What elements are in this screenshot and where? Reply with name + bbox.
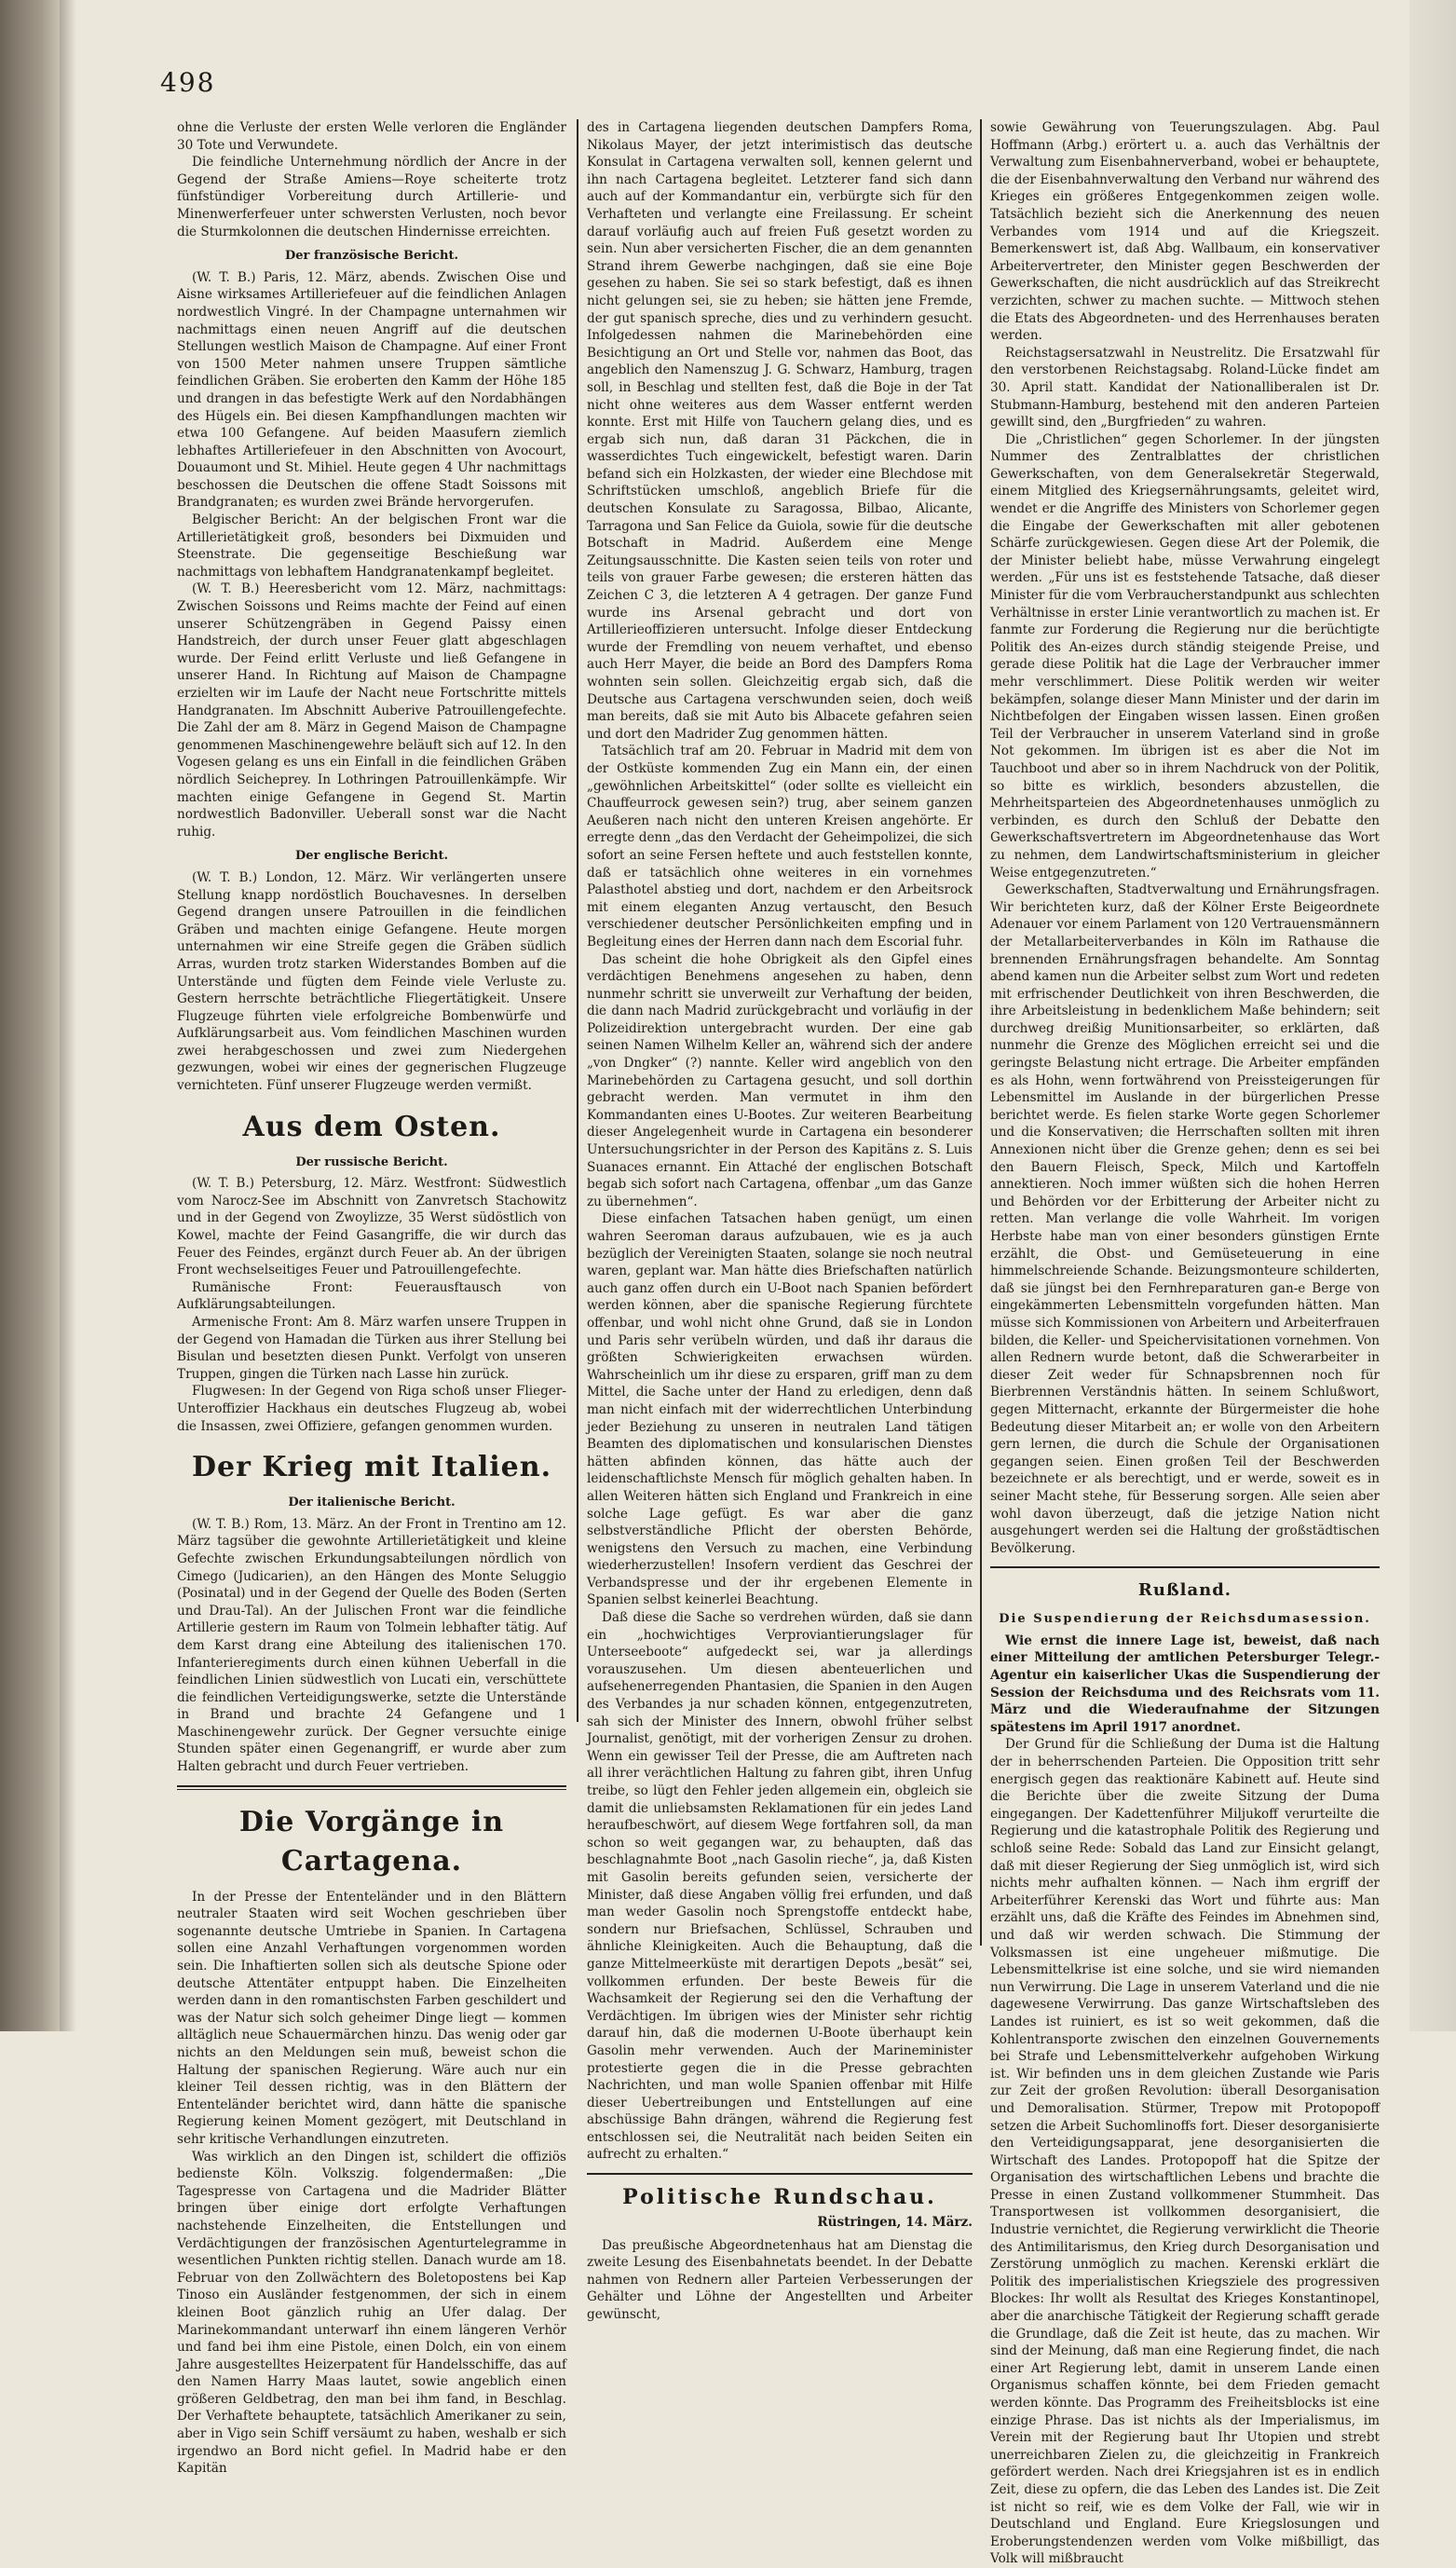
page-number: 498 [160, 67, 216, 98]
section-heading: Der englische Bericht. [294, 849, 449, 864]
section-heading: Der russische Bericht. [295, 1154, 448, 1169]
article-title: Aus dem Osten. [242, 1110, 501, 1143]
paragraph: Tatsächlich traf am 20. Februar in Madrid mit dem von der Ostküste kommenden Zug ein Mann ein, der einen „gewöhnlichen Arbeitskittel“ (oder sollte es vielleicht ein Chauffeurrock gewesen sein?) trug, aber seinem ganzen Aeußeren nach nicht den unteren Kreisen angehörte. Er erregte denn „das den Verdacht der Geheimpolizei, die sich sofort an seine Fersen heftete und auch feststellen konnte, daß er tatsächlich ohne weiteres in ein vornehmes Palasthotel abstieg und dort, nachdem er den Arbeitsrock mit einem eleganten Anzug vertauscht, den Besuch verschiedener deutscher Persönlichkeiten empfing und in Begleitung eines der Herren dann nach dem Escorial fuhr. [587, 744, 973, 949]
paragraph: Das preußische Abgeordnetenhaus hat am Dienstag die zweite Lesung des Eisenbahnetats beendet. In der Debatte nahmen von Rednern aller Parteien Verbesserungen der Gehälter und Löhne der Angestellten und Arbeiter gewünscht, [587, 2237, 973, 2323]
paragraph: (W. T. B.) Petersburg, 12. März. Westfront: Südwestlich vom Narocz-See im Abschnitt von Zanvretsch Stachowitz und in der Gegend von Zwoylizze, 35 Werst südöstlich von Kowel, machte der Feind Gasangriffe, die wir durch das Feuer des Feindes, ergänzt durch Feuer ab. An der übrigen Front wechselseitiges Feuer und Patrouillengefechte. [177, 1176, 566, 1278]
paragraph: (W. T. B.) Paris, 12. März, abends. Zwischen Oise und Aisne wirksames Artilleriefeuer auf die feindlichen Anlagen nordwestlich Vingré. In der Champagne unternahmen wir nachmittags einen neuen Angriff auf die deutschen Stellungen westlich Maison de Champagne. Auf einer Front von 1500 Meter nahmen unsere Truppen sämtliche feindlichen Gräben. Sie eroberten den Kamm der Höhe 185 und drangen in das befestigte Werk auf den Nordabhängen des Hügels ein. Bei diesen Kampfhandlungen machten wir etwa 100 Gefangene. Auf beiden Maasufern ziemlich lebhaftes Artilleriefeuer in den Abschnitten von Avocourt, Douaumont und St. Mihiel. Heute gegen 4 Uhr nachmittags beschossen die Deutschen die offene Stadt Soissons mit Brandgranaten; es wurden zwei Brände hervorgerufen. [177, 269, 566, 511]
paragraph: Rumänische Front: Feuerausftausch von Aufklärungsabteilungen. [177, 1279, 566, 1313]
divider [587, 2173, 973, 2175]
book-binding [0, 0, 60, 2031]
paragraph: Was wirklich an den Dingen ist, schildert die offiziös bedienste Köln. Volkszig. folgendermaßen: „Die Tagespresse von Cartagena und die Madrider Blätter bringen über einige dort erfolgte Verhaftungen nachstehende Einzelheiten, die Entstellungen und Verdächtigungen der französischen Agenturtelegramme in wesentlichen Punkten richtig stellen. Danach wurde am 18. Februar von den Zollwächtern des Boletopostens bei Kap Tinoso ein Ausländer festgenommen, der sich in einem kleinen Boot gänzlich ruhig an Ufer dalag. Der Marinekommandant unterwarf ihn einem längeren Verhör und fand bei ihm eine Pistole, einen Dolch, ein von einem Jahre ausgestelltes Heizerpatent für Handelsschiffe, das auf den Namen Harry Maas lautet, sowie angeblich einen größeren Geldbetrag, den man bei ihm fand, in Beschlag. Der Verhaftete behauptete, tatsächlich Amerikaner zu sein, aber in Vigo sein Schiff versäumt zu haben, weshalb er sich irgendwo an Bord nicht gefiel. In Madrid habe er den Kapitän [177, 2149, 566, 2477]
paragraph: sowie Gewährung von Teuerungszulagen. Abg. Paul Hoffmann (Arbg.) erörtert u. a. auch das Verhältnis der Verwaltung zum Eisenbahnerverband, wobei er behauptete, die der Eisenbahnverwaltung den Verband nur während des Krieges ein größeres Entgegenkommen zeigen wolle. Tatsächlich bezieht sich die Anerkennung des neuen Verbandes vom 1914 und auf die Kriegszeit. Bemerkenswert ist, daß Abg. Wallbaum, ein konservativer Arbeitervertreter, den Minister gegen Beschwerden der Gewerkschaften, die nicht ausdrücklich auf das Streikrecht verzichten, schwer zu machen suchte. — Mittwoch stehen die Etats des Abgeordneten- und des Herrenhauses beraten werden. [990, 120, 1380, 344]
section-heading: Der italienische Bericht. [288, 1496, 456, 1510]
paragraph: ohne die Verluste der ersten Welle verloren die Engländer 30 Tote und Verwundete. [177, 120, 566, 153]
paragraph: Die feindliche Unternehmung nördlich der Ancre in der Gegend der Straße Amiens—Roye scheiterte trotz fünfstündiger Vorbereitung durch Artillerie- und Minenwerferfeuer unter schwersten Verlusten, noch bevor die Sturmkolonnen die deutschen Hindernisse erreichten. [177, 155, 566, 239]
column-rule-2 [980, 119, 982, 1946]
section-title-politics: Politische Rundschau. [622, 2185, 937, 2210]
dateline: Rüstringen, 14. März. [817, 2215, 973, 2231]
paragraph: Die „Christlichen“ gegen Schorlemer. In der jüngsten Nummer des Zentralblattes der christlichen Gewerkschaften, von dem Generalsekretär Stegerwald, einem Mitglied des Kriegsernährungsamts, geleitet wird, wendet er die Angriffe des Ministers von Schorlemer gegen die Eingabe der Gewerkschaften mit aller gebotenen Schärfe zurückgewiesen. Gegen diese Art der Polemik, die der Minister beliebt habe, müsse Verwahrung eingelegt werden. „Für uns ist es feststehende Tatsache, daß dieser Minister für die vom Verbraucherstandpunkt aus schlechten Verhältnisse in erster Linie verantwortlich zu machen ist. Er fanmte zur Forderung die Regierung nur die berüchtigte Politik des An-eizes durch ständig steigende Preise, und gerade diese Politik hat die Lage der Verbraucher immer mehr verschlimmert. Diese Politik werden wir weiter bekämpfen, solange dieser Mann Minister und der darin im Nichtbefolgen der Eingaben wissen lassen. Einen großen Teil der Verbraucher in unserem Vaterland sind in große Not gekommen. Im übrigen ist es aber die Not im Tauchboot und aber so in ihrem Nachdruck von der Politik, so bitte es wirklich, besonders abzustellen, die Mehrheitsparteien des Abgeordnetenhauses unmöglich zu verbinden, es durch den Schluß der Debatte den Gewerkschaftsvertretern im Abgeordnetenhause das Wort zu nehmen, dem Landwirtschaftsministerium in gleicher Weise entgegenzutreten.“ [990, 431, 1380, 881]
paragraph: Der Grund für die Schließung der Duma ist die Haltung der in beherrschenden Parteien. Die Opposition tritt sehr energisch gegen das reaktionäre Kabinett auf. Heute sind die Berichte über die zweite Sitzung der Duma eingegangen. Der Kadettenführer Miljukoff verurteilte die Regierung und die katastrophale Politik des Regierung und schloß seine Rede: Sobald das Land zur Einsicht gelangt, daß mit dieser Regierung der Sieg unmöglich ist, wird sich nichts mehr aufhalten können. — Nach ihm ergriff der Arbeiterführer Kerenski das Wort und führte aus: Man erzählt uns, daß die Kräfte des Feindes im Abnehmen sind, und daß wir werden schwach. Die Stimmung der Volksmassen ist eine ungeheuer mißmutige. Die Lebensmittelkrise ist eine solche, und sie wird niemanden nun Verwirrung. Die Lage in unserem Vaterland und die nie dagewesene Verwirrung. Das ganze Wirtschaftsleben des Landes ist ruiniert, es ist so weit gekommen, daß die Kohlentransporte zwischen den einzelnen Gouvernements bei Strafe und Lebensmittelverkehr aufgehoben Wirkung ist. Wir befinden uns in dem gleichen Zustande wie Paris zur Zeit der großen Revolution: überall Desorganisation und Demoralisation. Stürmer, Trepow mit Protopopoff setzen die Arbeit Suchomlinoffs fort. Dieser desorganisierte den Verteidigungsapparat, jene desorganisierten die Wirtschaft des Landes. Protopopoff hat die Spitze der Organisation des wirtschaftlichen Lebens und brachte die Presse in einen Zustand vollkommener Stummheit. Das Transportwesen ist vollkommen desorganisiert, die Industrie vernichtet, die Regierung verwirklicht die Theorie des Antimilitarismus, den Krieg durch Desorganisation und Zerstörung unmöglich zu machen. Kerenski erklärt die Politik des imperialistischen Kriegsziele des progressiven Blockes: Ihr wollt als Resultat des Krieges Konstantinopel, aber die anarchische Tätigkeit der Regierung schafft gerade die Grundlage, daß die Zeit ist heute, das zu machen. Wir sind der Meinung, daß man eine Regierung findet, die nach einer Art Regierung lebt, damit in unserem Lande einen Organismus schaffen könnte, bei dem Frieden gemacht werden könnte. Das Programm des Freiheitsblocks ist eine einzige Phrase. Das ist nichts als der Imperialismus, im Verein mit der Regierung baut Ihr Utopien und strebt unerreichbaren Zielen zu, die gleichzeitig in Frankreich gefördert werden. Nach drei Kriegsjahren ist es in endlich Zeit, diese zu opfern, die das Leben des Landes ist. Die Zeit ist nicht so reif, wie es dem Volke der Fall, wie wir in Deutschland und England. Eure Kriegslosungen und Eroberungstendenzen werden vom Volke mißbilligt, das Volk will mißbraucht [990, 1737, 1380, 2567]
paragraph: Reichstagsersatzwahl in Neustrelitz. Die Ersatzwahl für den verstorbenen Reichstagsabg. Roland-Lücke findet am 30. April statt. Kandidat der Nationalliberalen ist Dr. Stubmann-Hamburg, bestehend mit den anderen Parteien gewillt sind, den „Burgfrieden“ zu wahren. [990, 345, 1380, 430]
paragraph: (W. T. B.) Heeresbericht vom 12. März, nachmittags: Zwischen Soissons und Reims machte der Feind auf einen unserer Schützengräben in Gegend Paissy einen Handstreich, der durch unser Feuer glatt abgeschlagen wurde. Der Feind erlitt Verluste und ließ Gefangene in unserer Hand. In Richtung auf Maison de Champagne erzielten wir im Laufe der Nacht neue Fortschritte mittels Handgranaten. Im Abschnitt Auberive Patrouillengefechte. Die Zahl der am 8. März in Gegend Maison de Champagne genommenen Maschinengewehre beläuft sich auf 12. In den Vogesen gelang es uns ein Einfall in die feindlichen Gräben nördlich Seicheprey. In Lothringen Patrouillenkämpfe. Wir machten einige Gefangene in Gegend St. Martin nordwestlich Badonviller. Ueberall sonst war die Nacht ruhig. [177, 581, 566, 840]
lead-paragraph: Wie ernst die innere Lage ist, beweist, daß nach einer Mitteilung der amtlichen Petersburger Telegr.-Agentur ein kaiserlicher Ukas die Suspendierung der Session der Reichsduma und des Reichsrats vom 11. März und die Wiederaufnahme der Sitzungen spätestens im April 1917 anordnet. [990, 1632, 1380, 1735]
article-title: Die Vorgänge in Cartagena. [238, 1805, 505, 1878]
paragraph: Belgischer Bericht: An der belgischen Front war die Artillerietätigkeit groß, besonders bei Dixmuiden und Steenstrate. Die gegenseitige Beschießung war nachmittags von lebhaftem Handgranatenkampf begleitet. [177, 512, 566, 580]
divider [177, 1789, 566, 1790]
paragraph: des in Cartagena liegenden deutschen Dampfers Roma, Nikolaus Mayer, der jetzt interimistisch das deutsche Konsulat in Cartagena verwalten soll, kennen gelernt und ihn nach Cartagena begleitet. Letzterer fand sich dann auch auf der Kommandantur ein, verbürgte sich für den Verhafteten und verlangte eine Freilassung. Er scheint darauf vorläufig auch auf freien Fuß gesetzt worden zu sein. Nun aber versicherten Fischer, die an dem genannten Strand ihrem Gewerbe nachgingen, daß sie eine Boje gesehen zu haben. Sie sei so stark befestigt, daß es ihnen nicht gelungen sei, sie zu heben; sie hätten jene Fremde, der gut spanisch spreche, dies und zu verhindern gesucht. Infolgedessen nahmen die Marinebehörden eine Besichtigung an Ort und Stelle vor, nahmen das Boot, das angeblich den Namenszug J. G. Schwarz, Hamburg, tragen soll, in Beschlag und stellten fest, daß die Boje in der Tat nicht ohne weiteres aus dem Wasser entfernt werden konnte. Erst mit Hilfe von Tauchern gelang dies, und es ergab sich nun, daß daran 31 Päckchen, die in wasserdichtes Tuch eingewickelt, befestigt waren. Darin befand sich ein Holzkasten, der wieder eine Blechdose mit Schriftstücken umschloß, angeblich Briefe für die deutschen Konsulate zu Saragossa, Bilbao, Alicante, Tarragona und San Felice da Guiola, sowie für die deutsche Botschaft in Madrid. Außerdem eine Menge Zeitungsausschnitte. Die Kasten seien teils von roter und teils von grauer Farbe gewesen; die ersteren hätten das Zeichen C 3, die letzteren A 4 getragen. Der ganze Fund wurde ins Arsenal gebracht und dort von Artillerieoffizieren untersucht. Infolge dieser Entdeckung wurde der Fremdling von neuem verhaftet, und ebenso auch Herr Mayer, die beide an Bord des Dampfers Roma wohnten sein sollen. Gleichzeitig ergab sich, daß die Deutsche aus Cartagena verschwunden seien, doch weiß man bereits, daß sie mit Auto bis Albacete gefahren seien und dort den Madrider Zug genommen hätten. [587, 120, 973, 742]
paragraph: In der Presse der Ententeländer und in den Blättern neutraler Staaten wird seit Wochen geschrieben über sogenannte deutsche Umtriebe in Spanien. In Cartagena sollen eine Anzahl Verhaftungen vorgenommen worden sein. Die Inhaftierten sollen sich als deutsche Spione oder deutsche Attentäter entpuppt haben. Die Einzelheiten werden dann in den romantischsten Farben geschildert und was der Natur sich solch geheimer Dinge liegt — kommen alltäglich neue Schauermärchen hinzu. Das wenig oder gar nichts an den Meldungen sein muß, beweist schon die Haltung der spanischen Regierung. Wäre auch nur ein kleiner Teil dessen richtig, was in den Blättern der Ententeländer berichtet wird, dann hätte die spanische Regierung keinen Moment gezögert, mit Deutschland in sehr kritische Verhandlungen einzutreten. [177, 1889, 566, 2147]
paragraph: Diese einfachen Tatsachen haben genügt, um einen wahren Seeroman daraus aufzubauen, wie es ja auch bezüglich der Vereinigten Staaten, solange sie noch neutral waren, geplant war. Man hätte dies Briefschaften natürlich auch ganz offen durch ein U-Boot nach Spanien befördert werden können, aber die spanische Regierung fürchtete offenbar, und wohl nicht ohne Grund, daß sie in London und Paris sehr verübeln würden, und daß ihr daraus die größten Schwierigkeiten erwachsen würden. Wahrscheinlich um ihr diese zu ersparen, griff man zu dem Mittel, die Sache unter der Hand zu erledigen, denn daß man nicht einfach mit der widerrechtlichen Unterbindung jeder Beziehung zu unseren in neutralen Land tätigen Beamten des diplomatischen und konsularischen Dienstes hätten abfinden können, das hätte auch der leidenschaftlichste Mensch für möglich gehalten haben. In allen Weiteren hätten sich England und Frankreich in eine solche Lage gefügt. Es war aber die ganz selbstverständliche Pflicht der obersten Behörde, wenigstens den Versuch zu machen, eine Verbindung wiederherzustellen! Insofern verdient das Geschrei der Verbandspresse und der ihr ergebenen Elemente in Spanien selbst keinerlei Beachtung. [587, 1211, 973, 1608]
column-3 [990, 119, 1380, 2567]
column-rule-1 [577, 119, 578, 1722]
divider [990, 1566, 1380, 1568]
paragraph: (W. T. B.) London, 12. März. Wir verlängerten unsere Stellung knapp nordöstlich Bouchavesnes. In derselben Gegend drangen unsere Patrouillen in die feindlichen Gräben und machten einige Gefangene. Heute morgen unternahmen wir eine Streife gegen die Gräben südlich Arras, wurden trotz starken Widerstandes Bomben auf die Unterstände und fügten dem Feinde viele Verluste zu. Gestern herrschte beträchtliche Fliegertätigkeit. Unsere Flugzeuge führten viele erfolgreiche Bombenwürfe und Aufklärungsarbeit aus. Vom feindlichen Maschinen wurden zwei herabgeschossen und zwei zum Niedergehen gezwungen, wobei wir eines der gegnerischen Flugzeuge vernichteten. Fünf unserer Flugzeuge werden vermißt. [177, 869, 566, 1094]
paragraph: Flugwesen: In der Gegend von Riga schoß unser Flieger-Unteroffizier Hackhaus ein deutsches Flugzeug ab, wobei die Insassen, zwei Offiziere, gefangen genommen wurden. [177, 1384, 566, 1434]
section-title-russia: Rußland. [1137, 1580, 1232, 1601]
divider [177, 1785, 566, 1787]
paragraph: Das scheint die hohe Obrigkeit als den Gipfel eines verdächtigen Benehmens angesehen zu haben, denn nunmehr schritt sie unverweilt zur Verhaftung der beiden, die dann nach Madrid zurückgebracht und vorläufig in der Polizeidirektion untergebracht wurden. Der eine gab seinen Namen Wilhelm Keller an, während sich der andere „von Dngker“ (?) nannte. Keller wird angeblich von den Marinebehörden zu Cartagena gesucht, und soll dorthin gebracht werden. Man vermutet in ihm den Kommandanten eines U-Bootes. Zur weiteren Bearbeitung dieser Angelegenheit wurde in Cartagena ein besonderer Untersuchungsrichter in der Person des Kapitäns z. S. Luis Suanaces ernannt. Ein Attaché der englischen Botschaft begab sich sofort nach Cartagena, offenbar „um das Ganze zu übernehmen“. [587, 951, 973, 1209]
paragraph: Daß diese die Sache so verdrehen würden, daß sie dann ein „hochwichtiges Verproviantierungslager für Unterseeboote“ aufgedeckt sei, war ja allerdings vorauszusehen. Um diesen abenteuerlichen und aufsehenerregenden Phantasien, die Spanien in den Augen des Verbandes ja nur schaden können, entgegenzutreten, sah sich der Minister des Innern, obwohl früher selbst Journalist, genötigt, mit der vorherigen Zensur zu drohen. Wenn ein gewisser Teil der Presse, die am Auftreten nach all ihrer verächtlichen Haltung zu fahren gibt, ihren Unfug treibe, so lügt den Fehler jeden allgemein ein, obgleich sie damit die unliebsamsten Reklamationen für ein jedes Land heraufbeschwört, auf diesem Wege fortfahren soll, da man schon so weit gegangen war, zu behaupten, daß das beschlagnahmte Boot „nach Gasolin rieche“, ja, daß Kisten mit Gasolin bereits gefunden seien, versicherte der Minister, daß diese Angaben völlig frei erfunden, und daß man weder Gasolin noch Sprengstoffe entdeckt habe, sondern nur Briefsachen, Schlüssel, Schrauben und ähnliche Kleinigkeiten. Auch die Behauptung, daß die ganze Mittelmeerküste mit derartigen Depots „besät“ sei, vollkommen erfunden. Der beste Beweis für die Wachsamkeit der Regierung sei den die Verhaftung der Verdächtigen. Im übrigen wies der Minister sehr richtig darauf hin, daß die modernen U-Boote überhaupt kein Gasolin mehr verwenden. Auch der Marineminister protestierte gegen die in die Presse gebrachten Nachrichten, und man wolle Spanien offenbar mit Hilfe dieser Uebertreibungen und Entstellungen auf eine abschüssige Bahn drängen, während die Regierung fest entschlossen sei, die Neutralität nach beiden Seiten ein aufrecht zu erhalten.“ [587, 1610, 973, 2163]
column-2 [587, 119, 973, 2323]
gutter-shadow [60, 0, 76, 2031]
paragraph: (W. T. B.) Rom, 13. März. An der Front in Trentino am 12. März tagsüber die gewohnte Artillerietätigkeit und kleine Gefechte zwischen Erkundungsabteilungen nördlich von Cimego (Judicarien), an den Hängen des Monte Seluggio (Posinatal) und in der Gegend der Quelle des Boden (Serten und Drau-Tal). An der Julischen Front war die feindliche Artillerie gestern im Raum von Tolmein lebhafter tätig. Auf dem Karst drang eine Abteilung des italienischen 170. Infanterieregiments durch einen kühnen Ueberfall in die feindlichen Linien südwestlich von Lucati ein, verschüttete die feindlichen Verteidigungswerke, setzte die Unterstände in Brand und brachte 24 Gefangene und 1 Maschinengewehr zurück. Der Gegner versuchte einige Stunden später einen Gegenangriff, er wurde aber zum Halten gebracht und durch Feuer vertrieben. [177, 1516, 566, 1775]
paragraph: Gewerkschaften, Stadtverwaltung und Ernährungsfragen. Wir berichteten kurz, daß der Kölner Erste Beigeordnete Adenauer vor einem Parlament von 120 Vertrauensmännern der Metallarbeiterverbandes in Köln im Rathause die brennenden Ernährungsfragen behandelte. Am Sonntag abend kamen nun die Arbeiter selbst zum Wort und redeten mit erfrischender Deutlichkeit von ihren Beschwerden, die ihre Arbeitsleistung in bedenklichem Maße behindern; seit durchweg dreißig Munitionsarbeiter, so erklärten, daß nunmehr die Grenze des Möglichen erreicht sei und die geringste Belastung nicht ertrage. Die Arbeiter empfänden es als Hohn, wenn fortwährend von Preissteigerungen für Lebensmittel im Auslande in der bürgerlichen Presse berichtet werde. Es fielen starke Worte gegen Schorlemer und die Konservativen; die Herrschaften sollten mit ihren Annexionen nicht über die Grenze gehen; denn es sei bei den Bauern Fleisch, Speck, Milch und Kartoffeln annektieren. Noch immer wüßten sich die hohen Herren und Behörden vor der Erbitterung der Arbeiter nicht zu retten. Man verlange die volle Wahrheit. Im vorigen Herbste habe man von einer besonders günstigen Ernte erzählt, die Obst- und Gemüseteuerung in eine himmelschreiende Schande. Beizungsmonteure schilderten, daß sie jüngst bei den Fernhreparaturen gan-e Berge von eingekämmerten Lebensmitteln vorgefunden hätten. Man müsse sich Kommissionen von Arbeitern und Arbeiterfrauen bilden, die Keller- und Speichervisitationen vornehmen. Von allen Rednern wurde betont, daß die Schwerarbeiter in dieser Zeit weder für Schnapsbrennen noch für Bierbrennen Verständnis hätten. In seinem Schlußwort, gegen Mitternacht, erkannte der Bürgermeister die hohe Bedeutung dieser Mitarbeit an; er wolle von den Arbeitern gern lernen, die durch die Schule der Organisationen gegangen seien. Einen großen Teil der Beschwerden bezeichnete er als berechtigt, und er werde, soweit es in seiner Macht stehe, für Besserung sorgen. Alle seien aber wohl davon überzeugt, daß die jetzige Nation nicht ausgehungert werden sei die Haltung der großstädtischen Bevölkerung. [990, 882, 1380, 1556]
column-1 [177, 119, 566, 2477]
section-heading: Die Suspendierung der Reichsdumasession. [999, 1612, 1371, 1627]
article-title: Der Krieg mit Italien. [191, 1451, 552, 1484]
paragraph: Armenische Front: Am 8. März warfen unsere Truppen in der Gegend von Hamadan die Türken aus ihrer Stellung bei Bisulan und besetzten diesen Punkt. Verfolgt von unseren Truppen, gingen die Türken nach Lasse hin zurück. [177, 1315, 566, 1382]
section-heading: Der französische Bericht. [285, 249, 458, 264]
scan-edge [1409, 0, 1456, 2031]
